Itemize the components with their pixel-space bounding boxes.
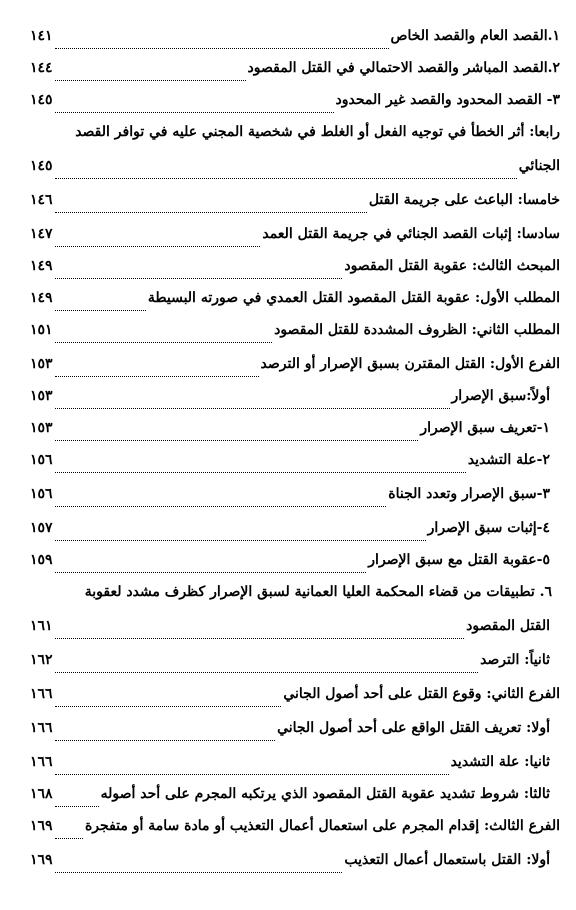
toc-entry[interactable] [30,520,550,544]
toc-entry-title: الجنائي [518,158,560,174]
toc-entry[interactable] [30,652,550,676]
toc-entry[interactable] [30,618,550,642]
toc-entry-title: خامسا: الباعث على جريمة القتل [368,192,560,208]
toc-page-number: ١٥٣ [30,388,53,404]
dot-leader [55,102,334,113]
toc-entry[interactable] [30,226,560,250]
toc-entry-title: ٣-سبق الإصرار وتعدد الجناة [388,486,550,502]
toc-entry[interactable] [30,686,560,710]
dot-leader [55,496,387,507]
toc-entry[interactable] [30,852,550,876]
toc-page-number: ١٦٢ [30,652,53,668]
dot-leader [55,430,419,441]
toc-entry[interactable] [30,388,550,412]
toc-page-number: ١٤٩ [30,258,53,274]
toc-entry-title: ٤-إثبات سبق الإصرار [427,520,550,536]
toc-page-number: ١٦٦ [30,754,53,770]
toc-entry[interactable] [30,322,560,346]
toc-entry[interactable] [30,486,550,510]
toc-entry[interactable] [30,720,550,744]
dot-leader [55,332,273,343]
toc-entry-title: أولا: تعريف القتل الواقع على أحد أصول الجاني [277,720,550,736]
toc-page-number: ١٦٨ [30,786,53,802]
dot-leader [55,796,99,807]
toc-page-number: ١٥٦ [30,452,53,468]
toc-entry-title: ٥-عقوبة القتل مع سبق الإصرار [368,552,550,568]
toc-entry-title: سادسا: إثبات القصد الجنائي في جريمة القتل العمد [262,226,560,242]
toc-entry-title: القتل المقصود [466,618,550,634]
toc-entry[interactable] [30,158,560,182]
toc-entry-title: ثالثا: شروط تشديد عقوبة القتل المقصود الذي يرتكبه المجرم على أحد أصوله [100,786,550,802]
dot-leader [55,662,479,673]
toc-page-number: ١٦٦ [30,720,53,736]
toc-entry-title: ثانياً: الترصد [480,652,550,668]
dot-leader [55,70,246,81]
toc-entry-title: الفرع الأول: القتل المقترن بسبق الإصرار أو الترصد [260,356,560,372]
toc-entry[interactable] [30,754,550,778]
dot-leader [55,730,276,741]
toc-entry-title: أولا: القتل باستعمال أعمال التعذيب [344,852,550,868]
toc-entry[interactable] [30,28,560,52]
toc-page-number: ١٥٦ [30,486,53,502]
toc-entry[interactable] [30,60,560,84]
toc-page-number: ١٤٦ [30,192,53,208]
toc-page-number: ١٦٦ [30,686,53,702]
dot-leader [55,236,261,247]
toc-entry[interactable] [30,420,550,444]
dot-leader [55,530,426,541]
toc-page-number: ١٤٧ [30,226,53,242]
toc-entry-title: ١.القصد العام والقصد الخاص [390,28,560,44]
toc-page-number: ١٤١ [30,28,53,44]
dot-leader [55,628,465,639]
dot-leader [55,38,389,49]
toc-entry[interactable] [30,192,560,216]
toc-entry-title: أولاً:سبق الإصرار [451,388,550,404]
toc-entry[interactable] [30,92,560,116]
dot-leader [55,696,282,707]
toc-entry[interactable] [30,290,560,314]
toc-page-number: ١٥٧ [30,520,53,536]
toc-page-number: ١٥١ [30,322,53,338]
dot-leader [55,300,146,311]
toc-entry[interactable] [30,258,560,282]
dot-leader [55,168,517,179]
toc-entry-title: ١-تعريف سبق الإصرار [420,420,550,436]
toc-entry-title: المبحث الثالث: عقوبة القتل المقصود [344,258,560,274]
dot-leader [55,462,466,473]
toc-page-number: ١٦٩ [30,852,53,868]
toc-page-number: ١٥٣ [30,420,53,436]
toc-entry[interactable] [30,818,560,842]
toc-entry-title: المطلب الأول: عقوبة القتل المقصود القتل العمدي في صورته البسيطة [147,290,560,306]
toc-page-number: ١٤٩ [30,290,53,306]
toc-page-number: ١٤٤ [30,60,53,76]
dot-leader [55,764,449,775]
toc-page-number: ١٦١ [30,618,53,634]
toc-entry[interactable] [30,552,550,576]
dot-leader [55,202,367,213]
toc-entry-heading: رابعا: أثر الخطأ في توجيه الفعل أو الغلط في شخصية المجني عليه في توافر القصد [75,124,560,140]
toc-entry-heading: ٦. تطبيقات من قضاء المحكمة العليا العمانية لسبق الإصرار كظرف مشدد لعقوبة [84,584,552,600]
toc-page-number: ١٥٩ [30,552,53,568]
dot-leader [55,828,83,839]
toc-page-number: ١٦٩ [30,818,53,834]
toc-entry[interactable] [30,356,560,380]
toc-entry-title: الفرع الثاني: وقوع القتل على أحد أصول الجاني [283,686,560,702]
toc-page-number: ١٤٥ [30,158,53,174]
toc-entry-title: ٢-علة التشديد [467,452,550,468]
toc-entry-title: ٣- القصد المحدود والقصد غير المحدود [335,92,560,108]
toc-page-number: ١٤٥ [30,92,53,108]
dot-leader [55,862,343,873]
toc-entry-title: ٢.القصد المباشر والقصد الاحتمالي في القتل المقصود [247,60,560,76]
toc-entry[interactable] [30,452,550,476]
toc-entry-title: ثانيا: علة التشديد [450,754,550,770]
dot-leader [55,268,343,279]
dot-leader [55,562,367,573]
toc-page-number: ١٥٣ [30,356,53,372]
dot-leader [55,398,450,409]
dot-leader [55,366,259,377]
toc-entry-title: المطلب الثاني: الظروف المشددة للقتل المقصود [274,322,560,338]
toc-entry[interactable] [30,786,550,810]
toc-entry-title: الفرع الثالث: إقدام المجرم على استعمال أعمال التعذيب أو مادة سامة أو متفجرة [84,818,560,834]
